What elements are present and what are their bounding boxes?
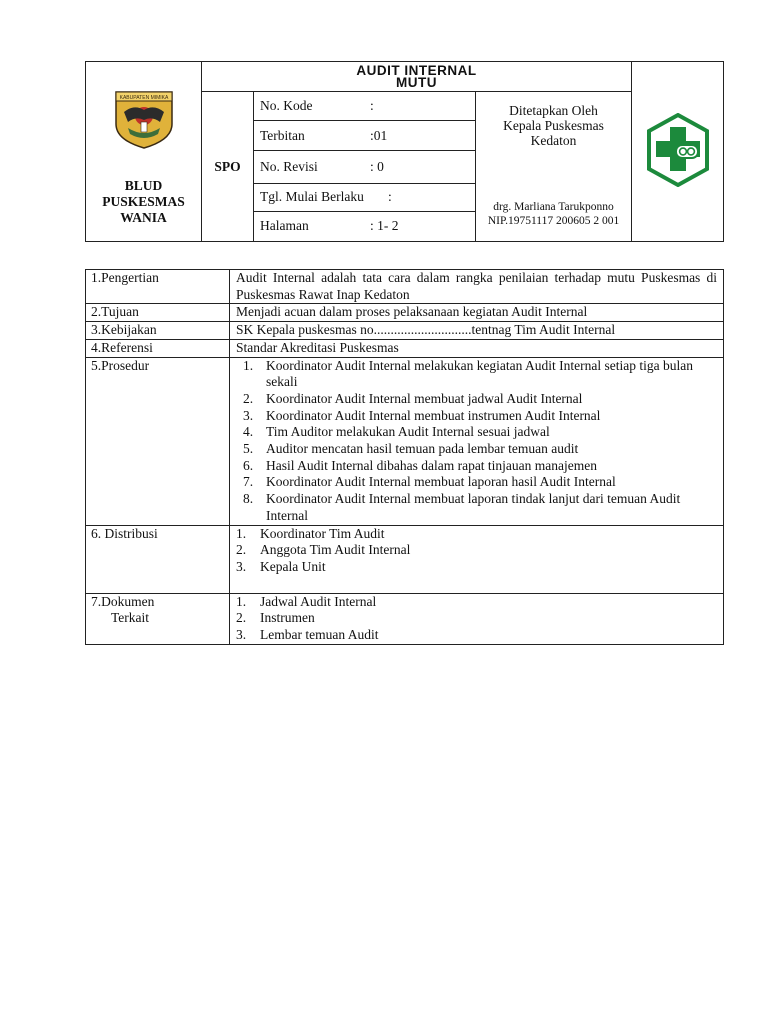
authority-line1: Ditetapkan Oleh	[509, 103, 598, 119]
signer-nip: NIP.19751117 200605 2 001	[487, 215, 620, 228]
section-label-pengertian: 1.Pengertian	[86, 270, 230, 304]
list-item	[236, 627, 717, 644]
document-title	[202, 62, 632, 92]
section-label-distribusi: 6. Distribusi	[86, 525, 230, 593]
list-number: 1.	[243, 357, 254, 373]
list-number: 8.	[243, 491, 254, 507]
list-number: 1.	[236, 593, 247, 609]
list-text: Koordinator Audit Internal membuat laporan hasil Audit Internal	[266, 474, 616, 490]
list-number: 2.	[243, 390, 254, 406]
list-text: Auditor mencatan hasil temuan pada lembar temuan audit	[266, 441, 579, 457]
list-text: Koordinator Audit Internal membuat instrumen Audit Internal	[266, 407, 601, 423]
field-value: : 1- 2	[370, 218, 399, 234]
field-label: Terbitan	[260, 127, 305, 143]
spo-label: SPO	[202, 92, 254, 242]
list-number: 6.	[243, 457, 254, 473]
field-label: Halaman	[260, 218, 309, 234]
field-tgl-mulai-berlaku	[254, 183, 476, 211]
list-text: Koordinator Tim Audit	[260, 525, 385, 541]
section-label-referensi: 4.Referensi	[86, 339, 230, 357]
field-value: : 0	[370, 159, 384, 175]
table-row	[86, 593, 724, 644]
list-item	[236, 526, 717, 543]
list-item	[236, 542, 717, 559]
list-item	[236, 441, 717, 458]
org-name-line2: PUSKESMAS	[102, 194, 185, 209]
signer-name: drg. Marliana Tarukponno	[493, 201, 614, 214]
authority-cell	[476, 92, 632, 242]
list-text: Anggota Tim Audit Internal	[260, 542, 411, 558]
puskesmas-logo-icon	[632, 113, 723, 191]
section-text-kebijakan: SK Kepala puskesmas no.............................tentnag Tim Audit Internal	[230, 322, 724, 340]
list-text: Koordinator Audit Internal membuat laporan tindak lanjut dari temuan Audit Internal	[266, 491, 681, 523]
list-item	[236, 610, 717, 627]
title-line1: AUDIT INTERNAL	[356, 62, 477, 78]
field-no-revisi	[254, 151, 476, 183]
list-item	[236, 594, 717, 611]
list-item	[236, 458, 717, 475]
list-text: Hasil Audit Internal dibahas dalam rapat tinjauan manajemen	[266, 457, 598, 473]
emblem-caption: KABUPATEN MIMIKA	[119, 95, 168, 101]
section-label-tujuan: 2.Tujuan	[86, 304, 230, 322]
section-list-distribusi	[230, 525, 724, 593]
list-number: 3.	[243, 407, 254, 423]
list-text: Tim Auditor melakukan Audit Internal sesuai jadwal	[266, 424, 550, 440]
section-label-prosedur: 5.Prosedur	[86, 357, 230, 525]
section-list-dokumen	[230, 593, 724, 644]
list-number: 2.	[236, 542, 247, 558]
list-number: 7.	[243, 474, 254, 490]
table-row	[86, 339, 724, 357]
section-text-tujuan: Menjadi acuan dalam proses pelaksanaan kegiatan Audit Internal	[230, 304, 724, 322]
list-text: Kepala Unit	[260, 558, 326, 574]
field-value: :	[388, 189, 392, 205]
section-text-pengertian: Audit Internal adalah tata cara dalam rangka penilaian terhadap mutu Puskesmas di Puskesmas Rawat Inap Kedaton	[230, 270, 724, 304]
section-label-kebijakan: 3.Kebijakan	[86, 322, 230, 340]
list-item	[236, 559, 717, 576]
org-name-line3: WANIA	[120, 210, 167, 225]
organization-cell	[86, 62, 202, 242]
list-item	[236, 358, 717, 391]
list-number: 3.	[236, 626, 247, 642]
field-label: No. Kode	[260, 98, 313, 114]
list-text: Lembar temuan Audit	[260, 626, 379, 642]
field-value: :	[370, 98, 374, 114]
list-number: 1.	[236, 525, 247, 541]
list-text: Instrumen	[260, 610, 315, 626]
list-number: 3.	[236, 558, 247, 574]
label-line2: Terkait	[111, 610, 150, 626]
section-text-referensi: Standar Akreditasi Puskesmas	[230, 339, 724, 357]
list-number: 4.	[243, 424, 254, 440]
field-terbitan	[254, 121, 476, 151]
org-name-line1: BLUD	[124, 178, 163, 193]
list-item	[236, 408, 717, 425]
table-row	[86, 304, 724, 322]
list-item	[236, 391, 717, 408]
field-no-kode	[254, 92, 476, 121]
table-row	[86, 322, 724, 340]
list-text: Jadwal Audit Internal	[260, 593, 377, 609]
section-list-prosedur	[230, 357, 724, 525]
list-number: 2.	[236, 610, 247, 626]
table-row	[86, 525, 724, 593]
field-value: :01	[370, 127, 388, 143]
right-logo-cell	[632, 62, 724, 242]
title-line2: MUTU	[396, 74, 438, 90]
field-label: Tgl. Mulai Berlaku	[260, 189, 364, 205]
label-line1: 7.Dokumen	[91, 593, 155, 609]
section-label-dokumen	[86, 593, 230, 644]
list-number: 5.	[243, 441, 254, 457]
procedure-table	[85, 269, 724, 645]
regency-emblem-icon	[86, 82, 201, 154]
field-halaman	[254, 211, 476, 241]
table-row	[86, 357, 724, 525]
header-table	[85, 61, 724, 242]
list-item	[236, 491, 717, 524]
field-label: No. Revisi	[260, 159, 318, 175]
authority-line3: Kedaton	[530, 133, 577, 149]
list-text: Koordinator Audit Internal melakukan kegiatan Audit Internal setiap tiga bulan sekali	[266, 357, 694, 390]
authority-line2: Kepala Puskesmas	[503, 118, 604, 134]
list-item	[236, 424, 717, 441]
list-item	[236, 474, 717, 491]
table-row	[86, 270, 724, 304]
list-text: Koordinator Audit Internal membuat jadwal Audit Internal	[266, 390, 583, 406]
